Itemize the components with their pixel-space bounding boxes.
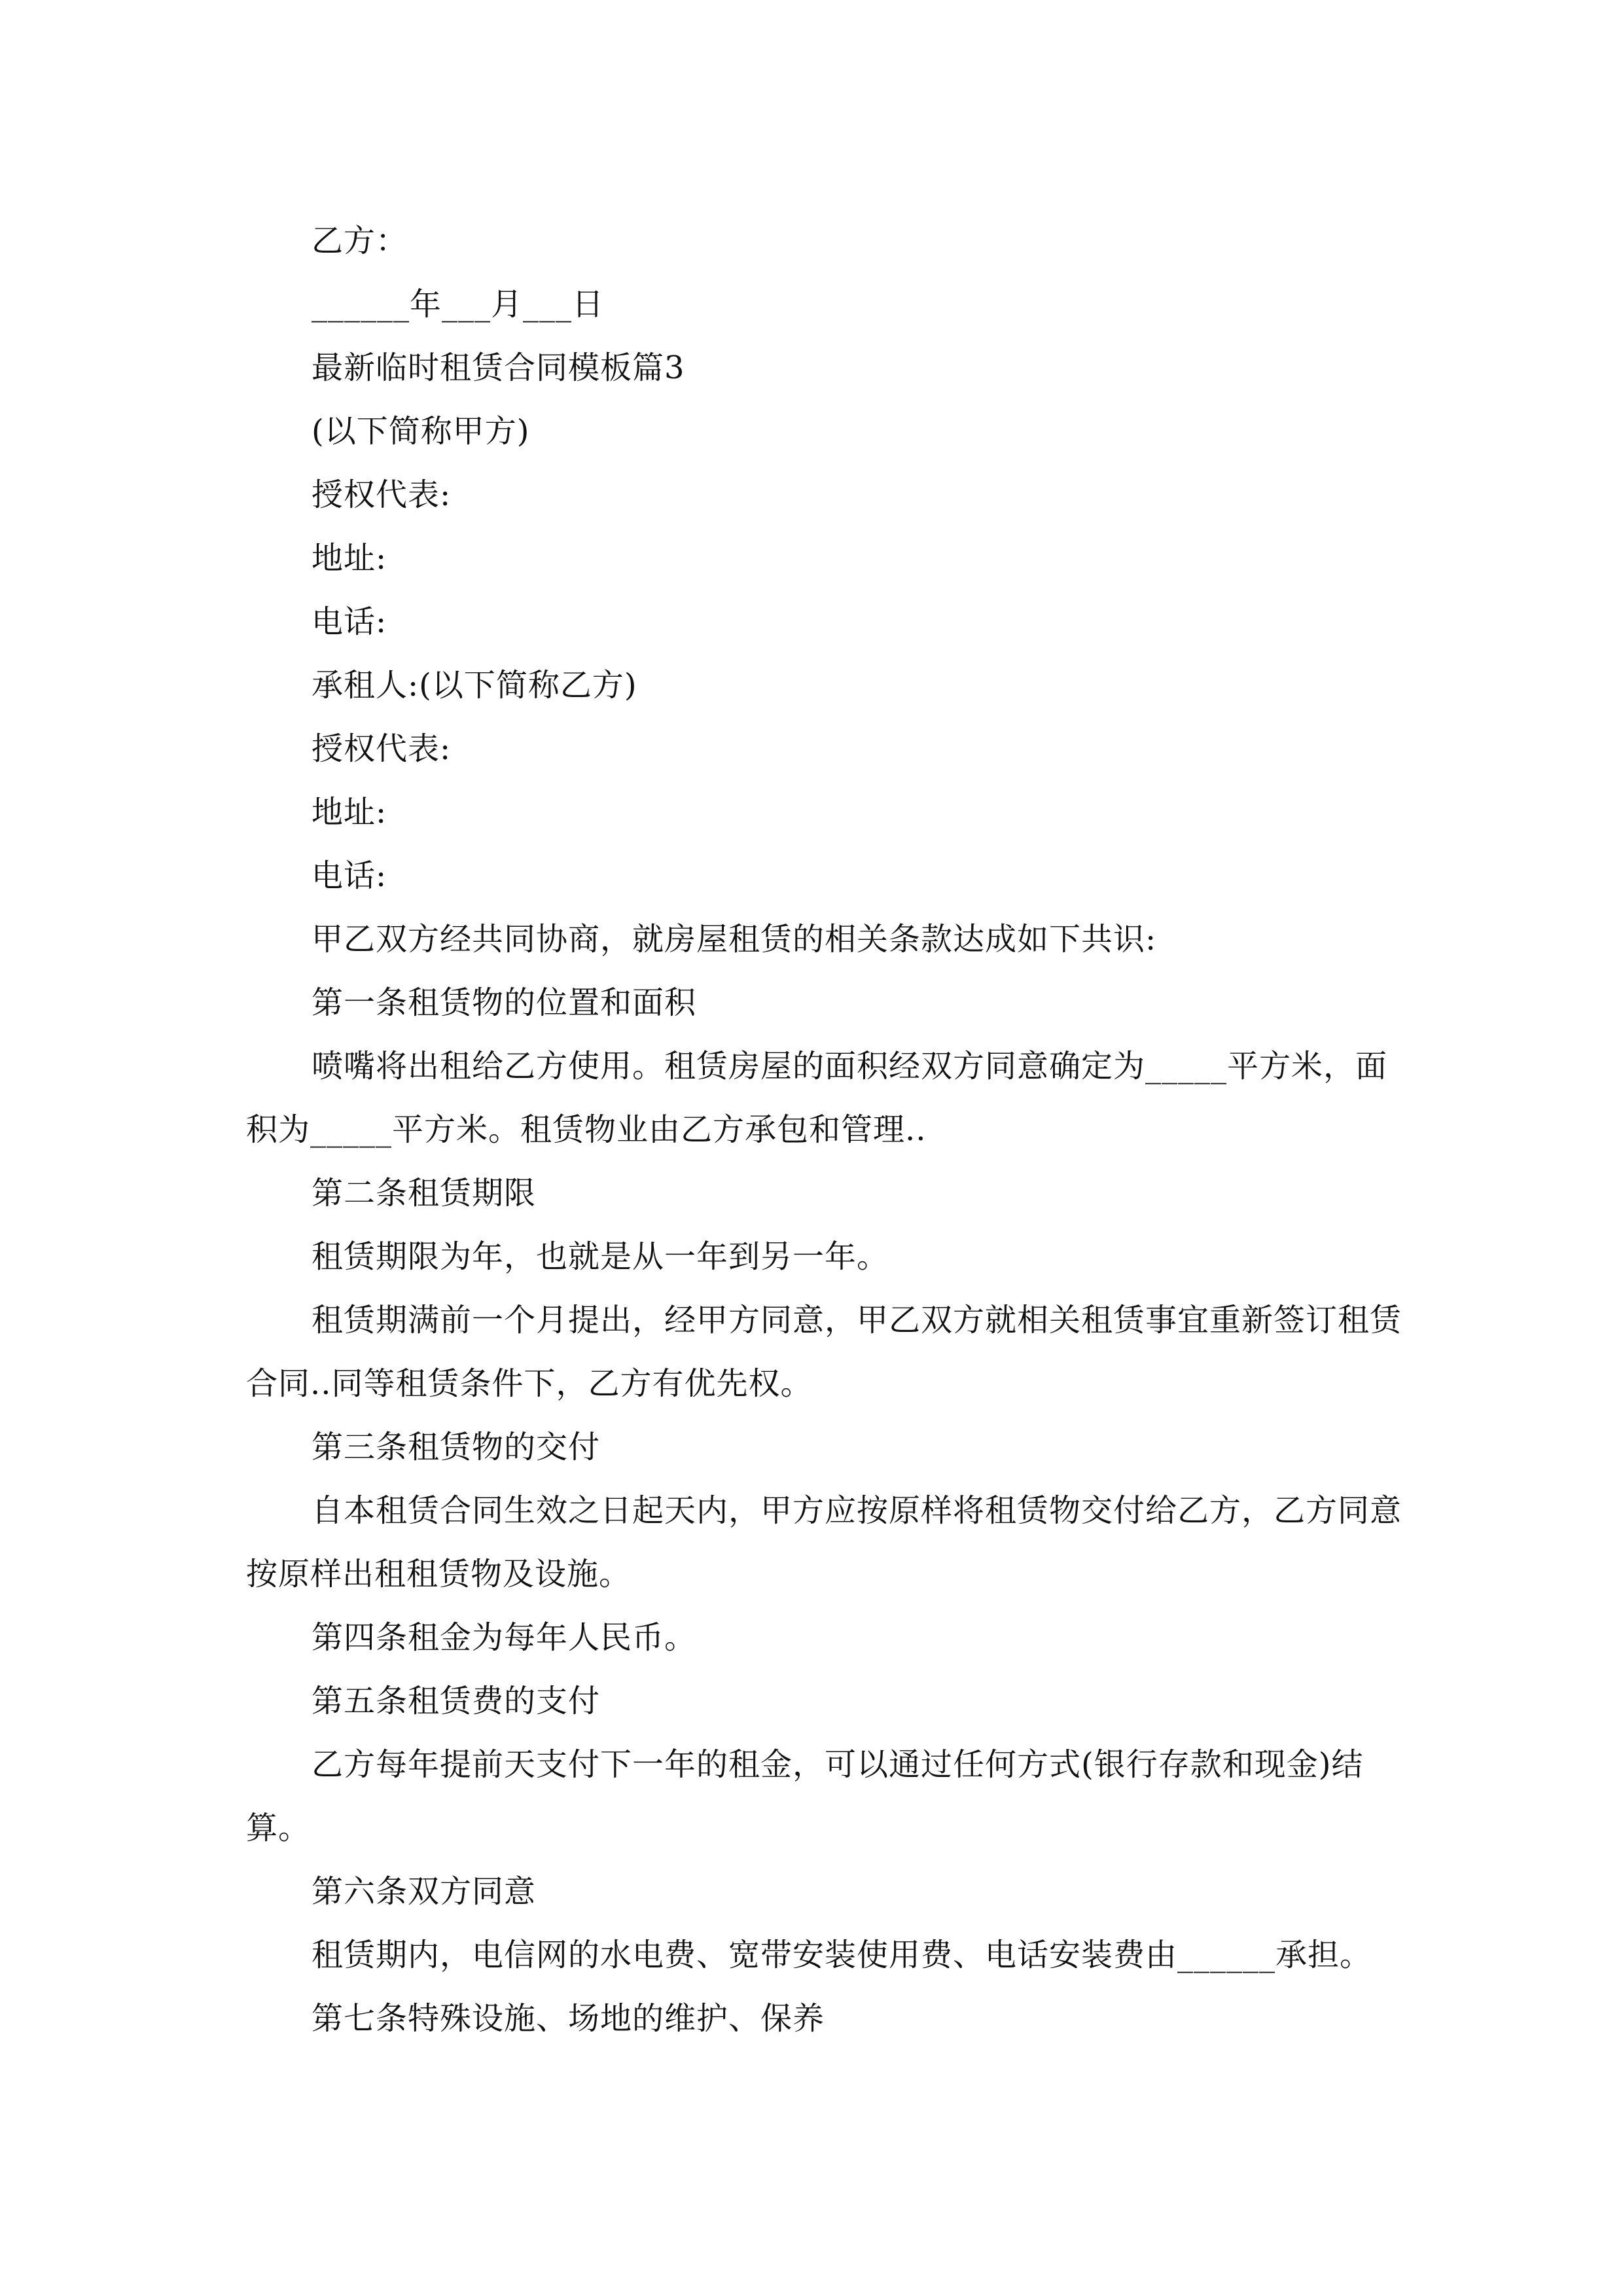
article-2-body-2: 租赁期满前一个月提出，经甲方同意，甲乙双方就相关租赁事宜重新签订租赁合同..同等租赁条件下，乙方有优先权。 xyxy=(246,1302,1402,1402)
document-body xyxy=(246,209,1418,2051)
article-3-body: 自本租赁合同生效之日起天内，甲方应按原样将租赁物交付给乙方，乙方同意按原样出租租赁物及设施。 xyxy=(246,1492,1402,1592)
article-1-body: 喷嘴将出租给乙方使用。租赁房屋的面积经双方同意确定为_____平方米，面积为_____平方米。租赁物业由乙方承包和管理.. xyxy=(246,1048,1388,1148)
party-b-address: 地址: xyxy=(312,794,387,831)
party-a-label: (以下简称甲方) xyxy=(312,413,530,450)
party-b-phone: 电话: xyxy=(312,857,387,894)
intro-paragraph: 甲乙双方经共同协商，就房屋租赁的相关条款达成如下共识: xyxy=(312,921,1157,958)
article-6-body: 租赁期内，电信网的水电费、宽带安装使用费、电话安装费由______承担。 xyxy=(312,1937,1372,1973)
party-a-phone: 电话: xyxy=(312,603,387,640)
party-b-representative: 授权代表: xyxy=(312,730,452,767)
signature-date: ______年___月___日 xyxy=(312,286,605,323)
party-a-address: 地址: xyxy=(312,540,387,577)
party-b-label: 乙方： xyxy=(312,223,408,259)
section-heading: 最新临时租赁合同模板篇3 xyxy=(312,350,685,386)
article-3-title: 第三条租赁物的交付 xyxy=(312,1429,601,1465)
article-4: 第四条租金为每年人民币。 xyxy=(312,1619,697,1656)
article-1-title: 第一条租赁物的位置和面积 xyxy=(312,984,697,1021)
article-6-title: 第六条双方同意 xyxy=(312,1873,537,1910)
article-2-body-1: 租赁期限为年，也就是从一年到另一年。 xyxy=(312,1238,889,1275)
article-2-title: 第二条租赁期限 xyxy=(312,1175,537,1211)
article-5-title: 第五条租赁费的支付 xyxy=(312,1683,601,1719)
article-5-body: 乙方每年提前天支付下一年的租金，可以通过任何方式(银行存款和现金)结算。 xyxy=(246,1746,1364,1846)
party-a-representative: 授权代表: xyxy=(312,476,452,513)
article-7-title: 第七条特殊设施、场地的维护、保养 xyxy=(312,2000,825,2037)
lessee-label: 承租人:(以下简称乙方) xyxy=(312,667,637,704)
